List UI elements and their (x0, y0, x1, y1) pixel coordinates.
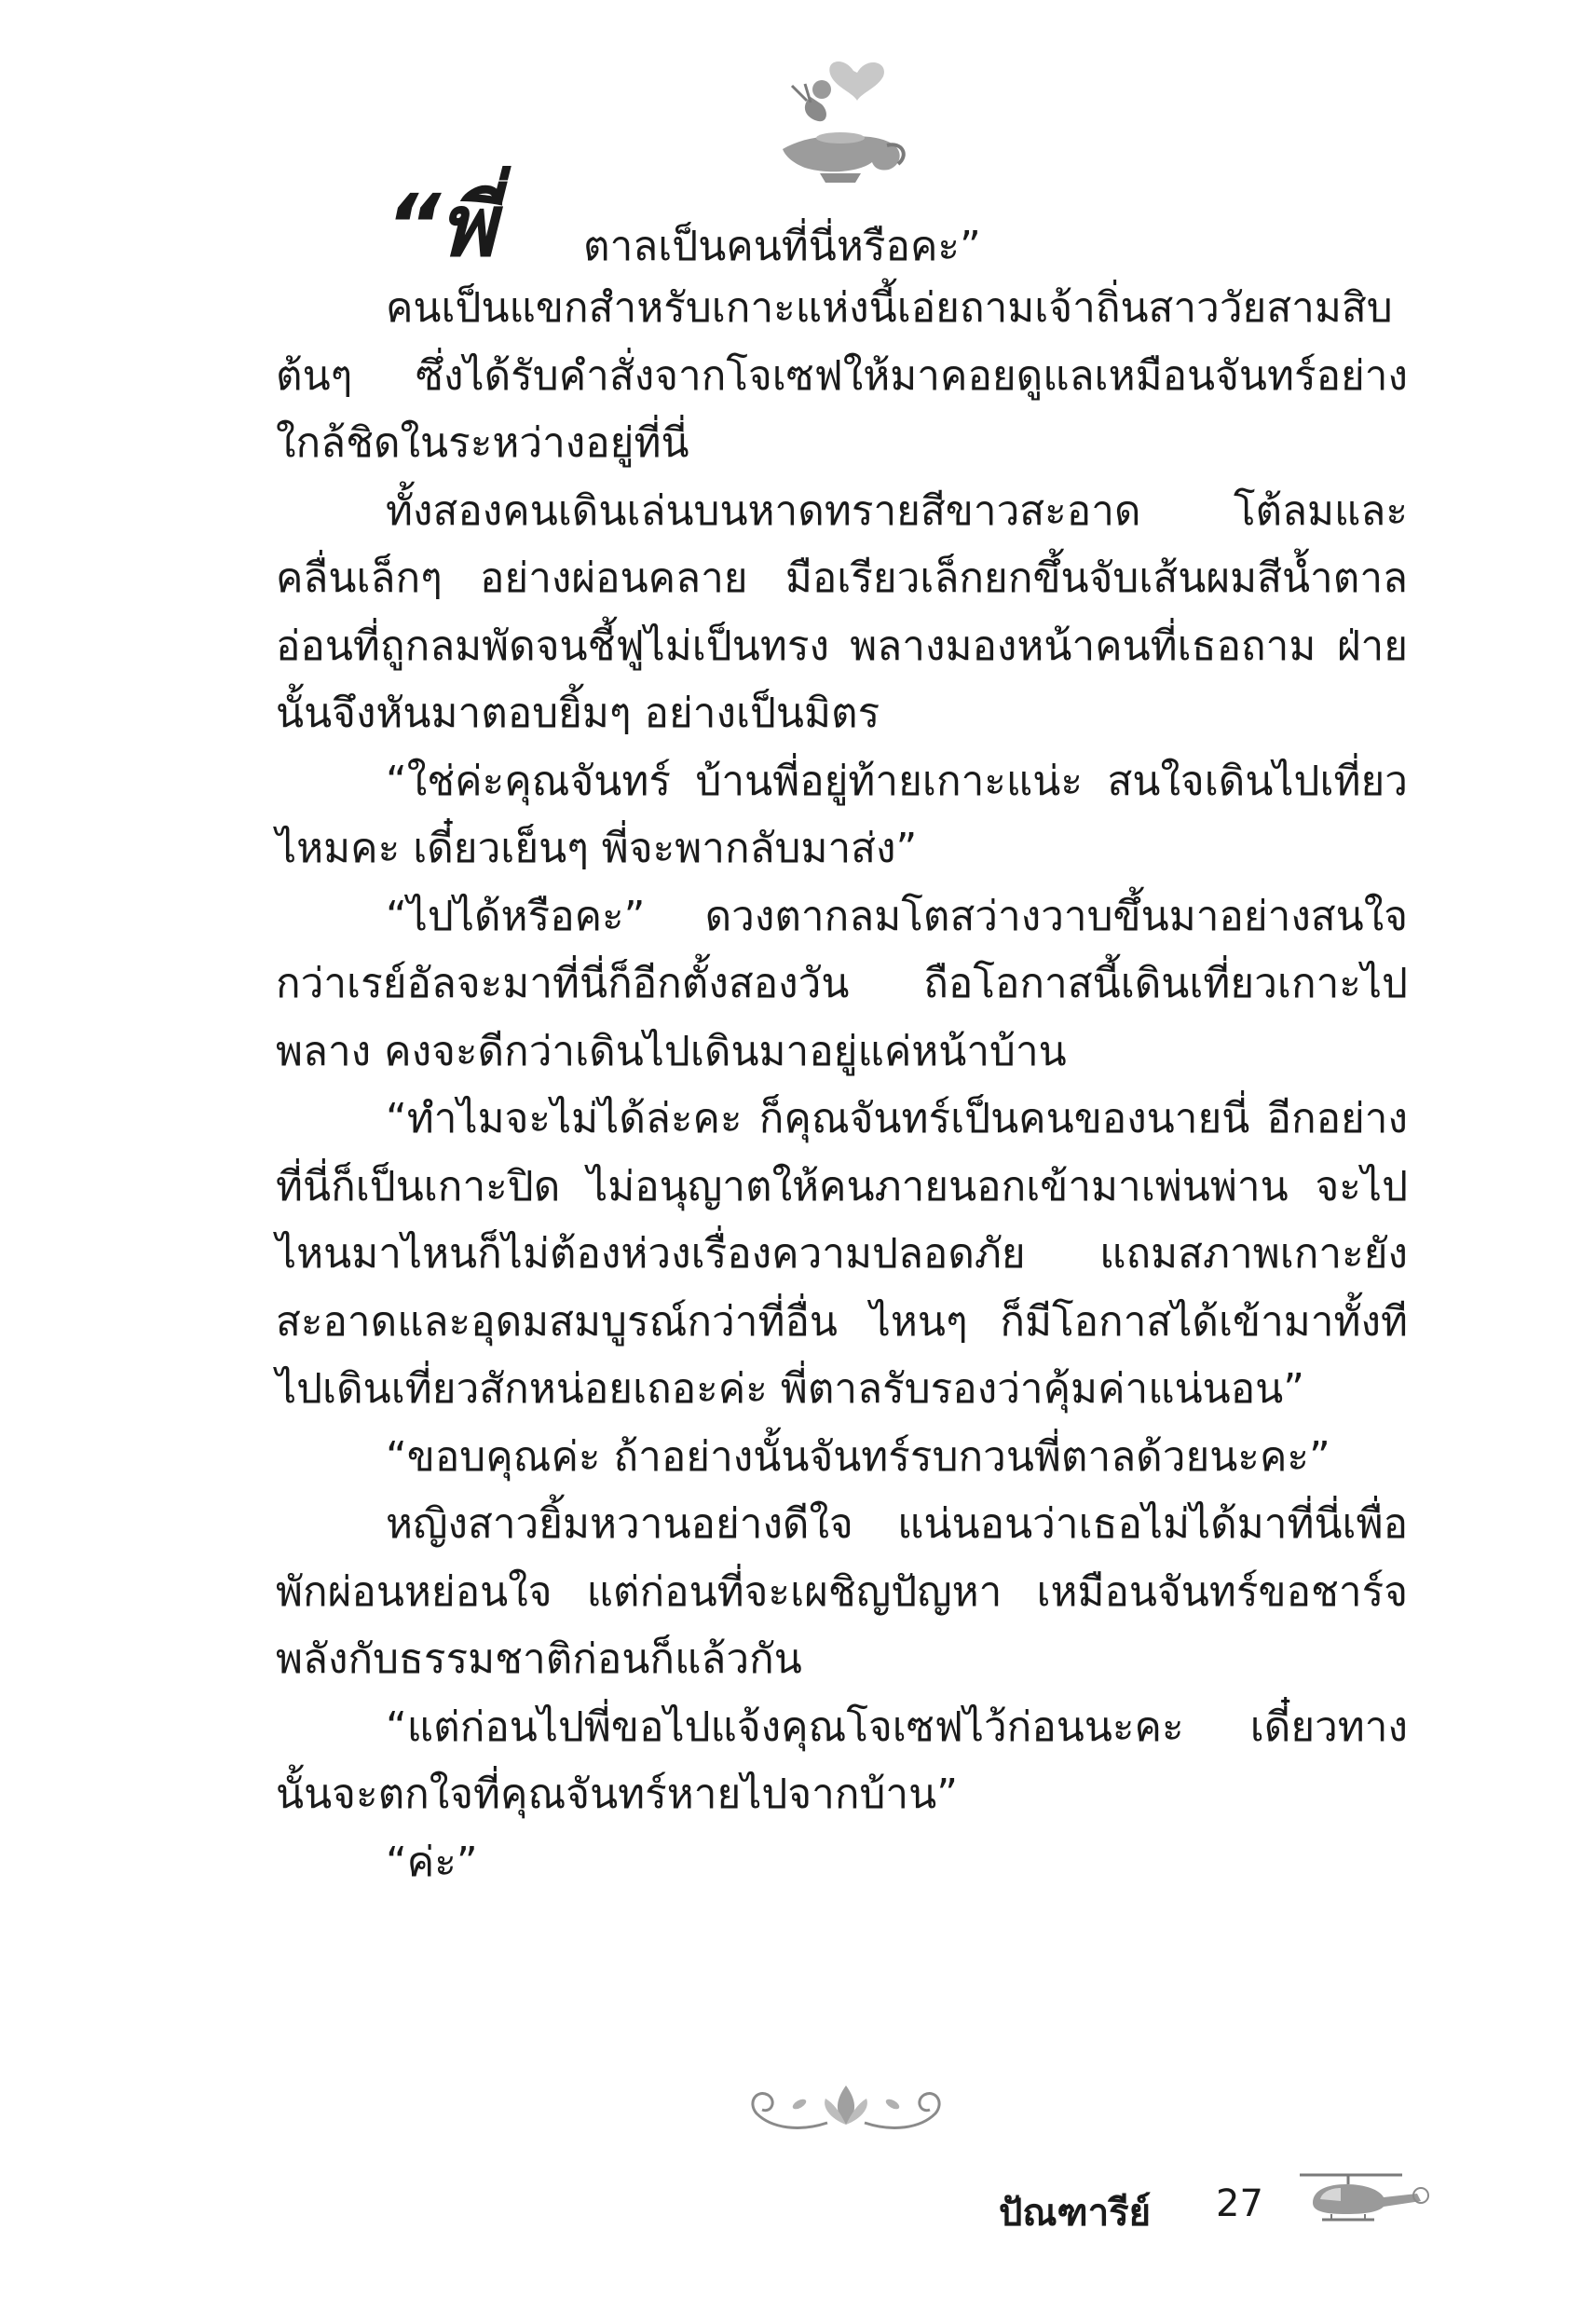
helicopter-icon (1290, 2162, 1430, 2227)
paragraph: “ค่ะ” (386, 1838, 478, 1886)
page-number: 27 (1216, 2182, 1263, 2225)
paragraph: คนเป็นแขกสำหรับเกาะแห่งนี้เอ่ยถามเจ้าถิ่นสาววัยสามสิบต้นๆ ซึ่งได้รับคำสั่งจากโจเซฟให้มาคอยดูแลเหมือนจันทร์อย่างใกล้ชิดในระหว่างอยู่ที่นี่ (276, 284, 1408, 467)
paragraph: “ใช่ค่ะคุณจันทร์ บ้านพี่อยู่ท้ายเกาะแน่ะ สนใจเดินไปเที่ยวไหมคะ เดี๋ยวเย็นๆ พี่จะพากลับมาส่ง” (276, 757, 1408, 872)
page-body (276, 176, 1408, 1896)
paragraph: “ไปได้หรือคะ” ดวงตากลมโตสว่างวาบขึ้นมาอย่างสนใจ กว่าเรย์อัลจะมาที่นี่ก็อีกตั้งสองวัน ถือโอกาสนี้เดินเที่ยวเกาะไปพลาง คงจะดีกว่าเดินไปเดินมาอยู่แค่หน้าบ้าน (276, 892, 1408, 1075)
drop-cap: “พี่ (386, 176, 494, 276)
paragraph: “ทำไมจะไม่ได้ล่ะคะ ก็คุณจันทร์เป็นคนของนายนี่ อีกอย่างที่นี่ก็เป็นเกาะปิด ไม่อนุญาตให้คนภายนอกเข้ามาเพ่นพ่าน จะไปไหนมาไหนก็ไม่ต้องห่วงเรื่องความปลอดภัย แถมสภาพเกาะยังสะอาดและอุดมสมบูรณ์กว่าที่อื่น ไหนๆ ก็มีโอกาสได้เข้ามาทั้งที ไปเดินเที่ยวสักหน่อยเถอะค่ะ พี่ตาลรับรองว่าคุ้มค่าแน่นอน” (276, 1095, 1408, 1413)
paragraph: “แต่ก่อนไปพี่ขอไปแจ้งคุณโจเซฟไว้ก่อนนะคะ เดี๋ยวทางนั้นจะตกใจที่คุณจันทร์หายไปจากบ้าน” (276, 1702, 1408, 1818)
book-title: ปัณฑารีย์ (999, 2192, 1152, 2235)
paragraph: ทั้งสองคนเดินเล่นบนหาดทรายสีขาวสะอาด โต้ลมและคลื่นเล็กๆ อย่างผ่อนคลาย มือเรียวเล็กยกขึ้นจับเส้นผมสีน้ำตาลอ่อนที่ถูกลมพัดจนชี้ฟูไม่เป็นทรง พลางมองหน้าคนที่เธอถาม ฝ่ายนั้นจึงหันมาตอบยิ้มๆ อย่างเป็นมิตร (276, 486, 1408, 737)
cupid-lamp-icon (764, 52, 913, 192)
opening-line-text: ตาลเป็นคนที่นี่หรือคะ” (583, 223, 981, 270)
floral-divider-icon (743, 2076, 948, 2141)
opening-line (276, 176, 1408, 276)
paragraph: “ขอบคุณค่ะ ถ้าอย่างนั้นจันทร์รบกวนพี่ตาลด้วยนะคะ” (386, 1432, 1330, 1481)
paragraph: หญิงสาวยิ้มหวานอย่างดีใจ แน่นอนว่าเธอไม่ได้มาที่นี่เพื่อพักผ่อนหย่อนใจ แต่ก่อนที่จะเผชิญปัญหา เหมือนจันทร์ขอชาร์จพลังกับธรรมชาติก่อนก็แล้วกัน (276, 1500, 1408, 1683)
